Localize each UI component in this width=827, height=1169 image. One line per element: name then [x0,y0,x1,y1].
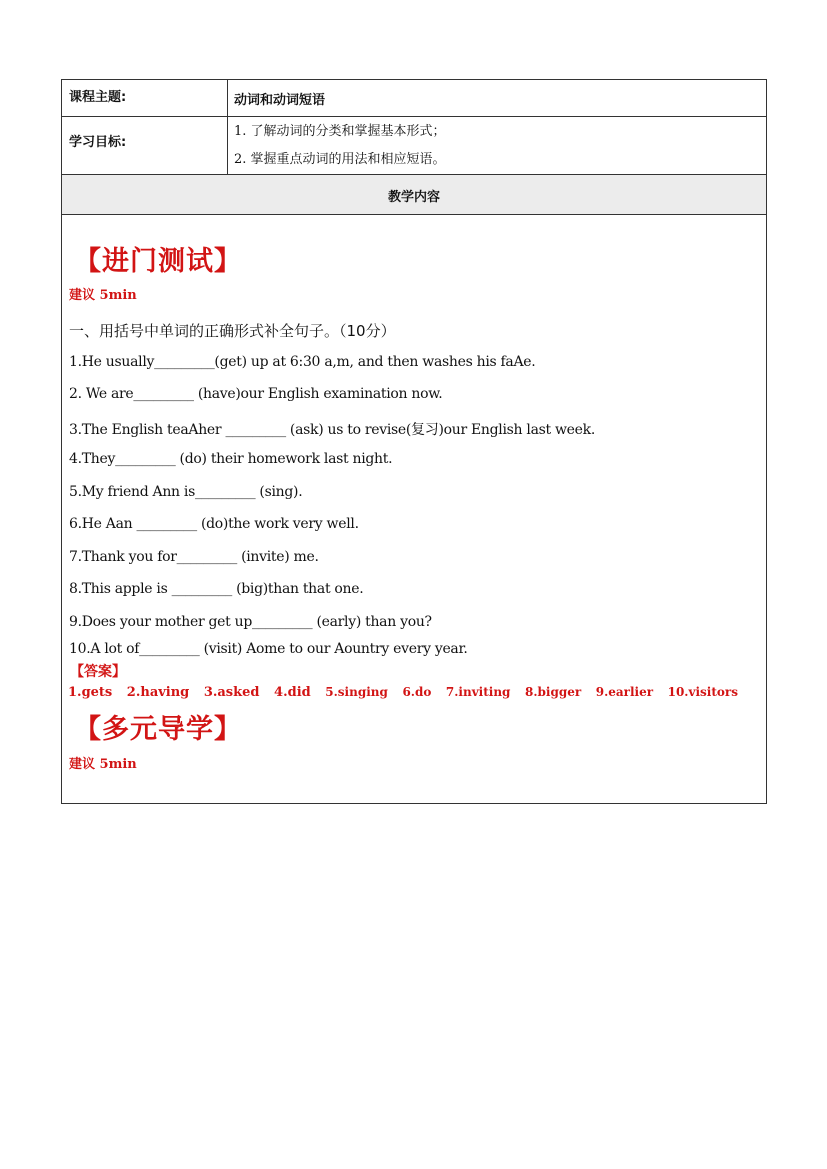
objective-2: 2. 掌握重点动词的用法和相应短语。 [234,152,446,167]
question-9: 9.Does your mother get up_________ (early) than you? [69,614,432,630]
question-4: 4.They_________ (do) their homework last night. [69,451,393,467]
topic-value: 动词和动词短语 [234,93,326,108]
question-5: 5.My friend Ann is_________ (sing). [69,484,303,500]
objective-label-cell [62,117,228,175]
content-header: 教学内容 [387,190,440,205]
section-title-entry-test: 【进门测试】 [74,246,242,277]
answer-4: 4.did [274,685,311,700]
teaching-content-box [61,215,767,804]
question-6: 6.He Aan _________ (do)the work very well. [69,516,359,532]
answer-9: 9.earlier [595,685,654,699]
answer-1: 1.gets [68,685,113,700]
answer-7: 7.inviting [445,685,511,699]
course-header-table [61,79,767,215]
answer-list [68,685,748,700]
question-7: 7.Thank you for_________ (invite) me. [69,549,319,565]
answer-5: 5.singing [325,685,388,699]
answer-label: 【答案】 [70,664,126,680]
question-10: 10.A lot of_________ (visit) Aome to our Aountry every year. [69,641,468,657]
question-3: 3.The English teaAher _________ (ask) us to revise(复习)our English last week. [69,422,595,438]
suggest-time-2: 建议 5min [69,757,137,772]
suggest-time-1: 建议 5min [69,288,137,303]
content-header-cell [62,175,767,215]
objective-value-cell [228,117,767,175]
question-1: 1.He usually_________(get) up at 6:30 a,m, and then washes his faAe. [69,354,536,370]
question-2: 2. We are_________ (have)our English examination now. [69,386,443,402]
objective-1: 1. 了解动词的分类和掌握基本形式； [234,124,446,139]
answer-8: 8.bigger [524,685,582,699]
topic-label-cell [62,80,228,117]
section-title-guided-learning: 【多元导学】 [74,714,242,745]
objective-label: 学习目标: [69,135,127,150]
answer-3: 3.asked [203,685,260,700]
exercise-instruction: 一、用括号中单词的正确形式补全句子。（10分） [69,322,396,340]
topic-value-cell [228,80,767,117]
topic-label: 课程主题: [69,90,127,105]
answer-2: 2.having [126,685,190,700]
question-8: 8.This apple is _________ (big)than that one. [69,581,364,597]
answer-10: 10.visitors [667,685,738,699]
answer-6: 6.do [402,685,432,699]
